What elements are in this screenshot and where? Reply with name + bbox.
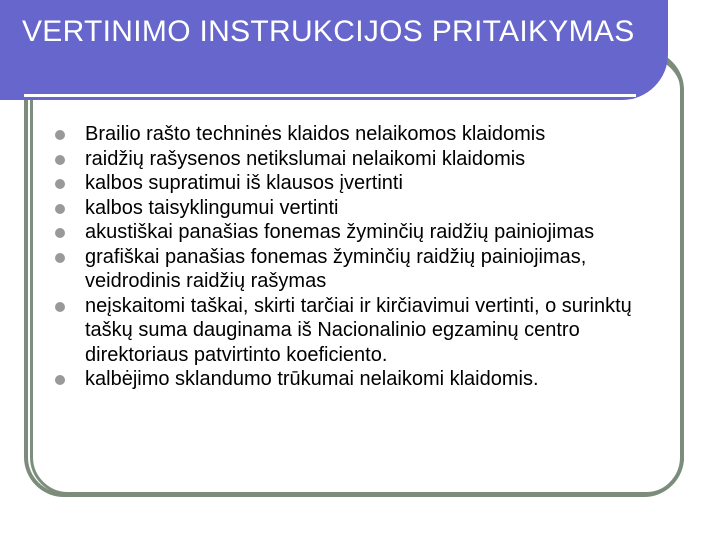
- list-item: [55, 367, 665, 392]
- bullet-dot-icon: [55, 155, 65, 165]
- bullet-text: kalbos taisyklingumui vertinti: [85, 196, 339, 219]
- bullet-dot-icon: [55, 204, 65, 214]
- bullet-text: Brailio rašto techninės klaidos nelaikomos klaidomis: [85, 123, 546, 145]
- bullet-dot-icon: [55, 179, 65, 189]
- bullet-text: raidžių rašysenos netikslumai nelaikomi klaidomis: [85, 147, 526, 170]
- bullet-text: neįskaitomi taškai, skirti tarčiai ir kirčiavimui vertinti, o surinktų taškų suma dauginama iš Nacionalinio egzaminų centro direktoriaus patvirtinto koeficiento.: [85, 294, 632, 366]
- list-item: [55, 294, 665, 368]
- list-item: [55, 171, 665, 196]
- bullet-text: grafiškai panašias fonemas žyminčių raidžių painiojimas, veidrodinis raidžių rašymas: [85, 245, 587, 292]
- bullet-dot-icon: [55, 228, 65, 238]
- bullet-text: akustiškai panašias fonemas žyminčių raidžių painiojimas: [85, 221, 595, 243]
- title-underline: [24, 94, 636, 97]
- slide-title: VERTINIMO INSTRUKCIJOS PRITAIKYMAS: [22, 15, 635, 48]
- bullet-dot-icon: [55, 253, 65, 263]
- bullet-dot-icon: [55, 302, 65, 312]
- bullet-list: [55, 122, 665, 392]
- list-item: [55, 147, 665, 172]
- list-item: [55, 122, 665, 147]
- bullet-dot-icon: [55, 130, 65, 140]
- list-item: [55, 196, 665, 221]
- bullet-text: kalbos supratimui iš klausos įvertinti: [85, 172, 403, 194]
- bullet-dot-icon: [55, 375, 65, 385]
- list-item: [55, 220, 665, 245]
- list-item: [55, 245, 665, 294]
- bullet-text: kalbėjimo sklandumo trūkumai nelaikomi klaidomis.: [85, 368, 539, 390]
